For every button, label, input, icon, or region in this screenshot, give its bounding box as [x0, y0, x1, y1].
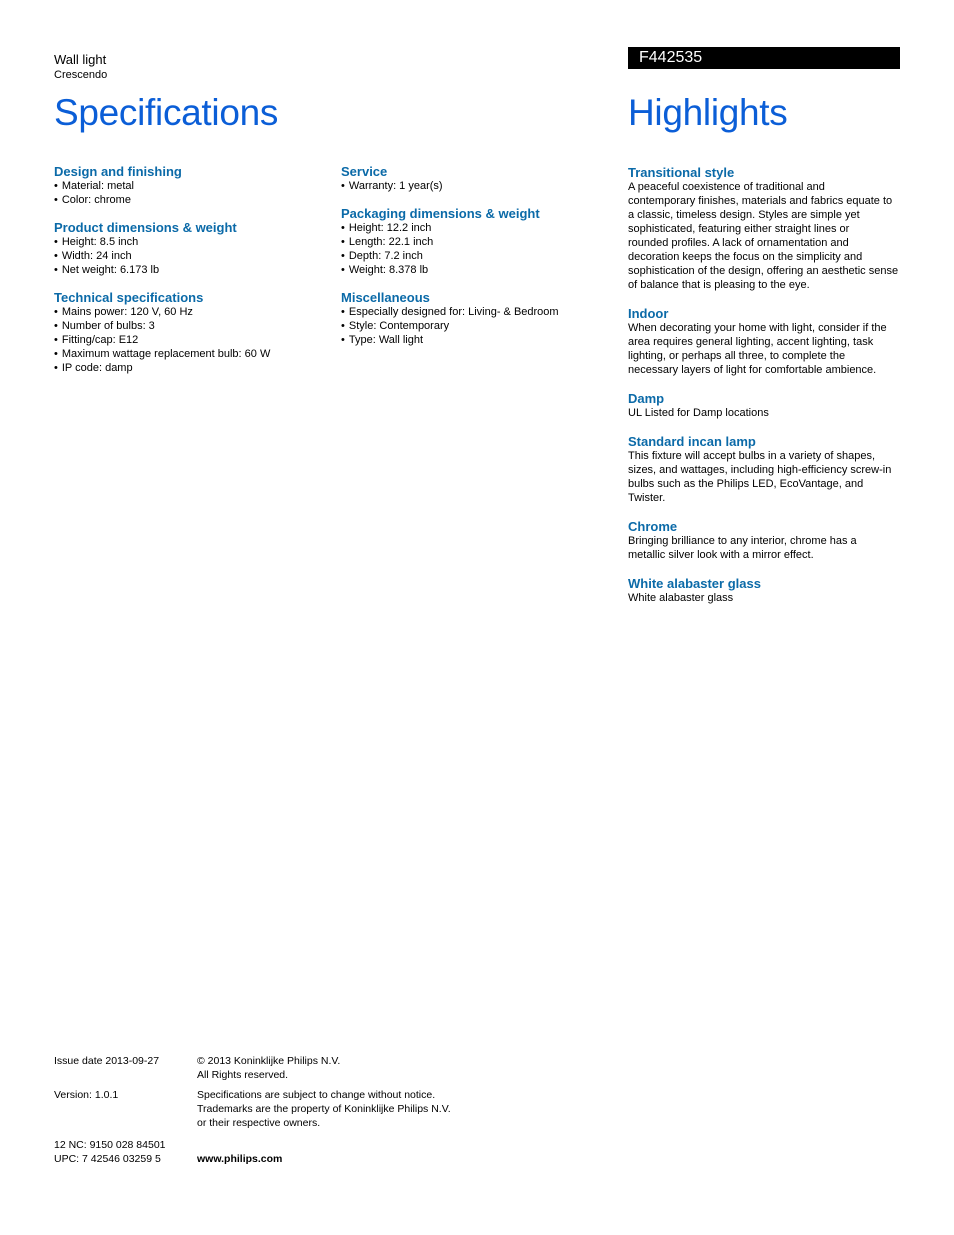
spec-item: • Material: metal [54, 179, 324, 193]
spec-item: • Width: 24 inch [54, 249, 324, 263]
product-name: Crescendo [54, 69, 108, 81]
model-number-bar: F442535 [628, 47, 900, 69]
spec-section [341, 290, 611, 347]
highlight-heading: Indoor [628, 306, 669, 321]
notice-line: or their respective owners. [197, 1117, 321, 1129]
spec-item: • Height: 12.2 inch [341, 221, 611, 235]
spec-section [54, 290, 324, 375]
spec-item: • Type: Wall light [341, 333, 611, 347]
spec-item: • Weight: 8.378 lb [341, 263, 611, 277]
text-line: area requires general lighting, accent lighting, task [628, 336, 874, 348]
text-line: When decorating your home with light, consider if the [628, 322, 887, 334]
spec-item: • Depth: 7.2 inch [341, 249, 611, 263]
highlights-title: Highlights [628, 92, 788, 133]
issue-date: Issue date 2013-09-27 [54, 1055, 160, 1067]
spec-item: • Mains power: 120 V, 60 Hz [54, 305, 324, 319]
highlight-heading: Chrome [628, 519, 678, 534]
text-line: UL Listed for Damp locations [628, 407, 769, 419]
highlight-text [628, 406, 903, 420]
upc-code: UPC: 7 42546 03259 5 [54, 1153, 161, 1165]
text-line: decoration keeps the focus on the simplicity and [628, 251, 863, 263]
spec-item: • Warranty: 1 year(s) [341, 179, 611, 193]
spec-item: • Net weight: 6.173 lb [54, 263, 324, 277]
spec-section [341, 206, 611, 277]
spec-item: • Height: 8.5 inch [54, 235, 324, 249]
text-line: sophistication of the design, offering an aesthetic sense [628, 265, 899, 277]
text-line: Twister. [628, 492, 666, 504]
text-line: sophisticated, featuring either straight lines or [628, 223, 850, 235]
spec-item: • Color: chrome [54, 193, 324, 207]
text-line: contemporary finishes, materials and fabrics equate to [628, 195, 893, 207]
text-line: sizes, and wattages, including high-efficiency screw-in [628, 464, 892, 476]
version: Version: 1.0.1 [54, 1089, 119, 1101]
highlight-section [628, 576, 903, 605]
spec-item: • Style: Contemporary [341, 319, 611, 333]
spec-section [341, 164, 611, 193]
spec-item: • Especially designed for: Living- & Bedroom [341, 305, 611, 319]
rights-reserved: All Rights reserved. [197, 1069, 289, 1081]
spec-item: • Fitting/cap: E12 [54, 333, 324, 347]
product-type: Wall light [54, 52, 107, 67]
highlight-text [628, 449, 903, 505]
text-line: necessary layers of light for comfortable ambience. [628, 364, 877, 376]
highlight-heading: Standard incan lamp [628, 434, 756, 449]
nc-code: 12 NC: 9150 028 84501 [54, 1139, 166, 1151]
highlight-text [628, 591, 903, 605]
text-line: Bringing brilliance to any interior, chrome has a [628, 535, 857, 547]
highlights-column [628, 165, 903, 619]
spec-heading: Product dimensions & weight [54, 220, 237, 235]
highlight-text [628, 534, 903, 562]
spec-item: • Number of bulbs: 3 [54, 319, 324, 333]
text-line: This fixture will accept bulbs in a variety of shapes, [628, 450, 876, 462]
spec-section [54, 220, 324, 277]
highlight-section [628, 306, 903, 377]
highlight-text [628, 321, 903, 377]
highlight-section [628, 519, 903, 562]
text-line: A peaceful coexistence of traditional and [628, 181, 825, 193]
spec-item: • Length: 22.1 inch [341, 235, 611, 249]
text-line: of balance that is pleasing to the eye. [628, 279, 810, 291]
text-line: bulbs such as the Philips LED, EcoVantage, and [628, 478, 864, 490]
spec-heading: Service [341, 164, 388, 179]
highlight-text [628, 180, 903, 292]
highlight-section [628, 165, 903, 292]
text-line: rounded profiles. A lack of ornamentation and [628, 237, 849, 249]
spec-heading: Design and finishing [54, 164, 182, 179]
copyright: © 2013 Koninklijke Philips N.V. [197, 1055, 341, 1067]
notice-line: Trademarks are the property of Koninklijke Philips N.V. [197, 1103, 451, 1115]
highlight-heading: Damp [628, 391, 665, 406]
spec-item: • IP code: damp [54, 361, 324, 375]
text-line: White alabaster glass [628, 592, 734, 604]
highlight-section [628, 391, 903, 420]
text-line: lighting, or perhaps all three, to complete the [628, 350, 846, 362]
spec-heading: Miscellaneous [341, 290, 430, 305]
notice-line: Specifications are subject to change without notice. [197, 1089, 436, 1101]
spec-heading: Packaging dimensions & weight [341, 206, 540, 221]
specs-column-2 [341, 164, 611, 360]
spec-item: • Maximum wattage replacement bulb: 60 W [54, 347, 324, 361]
text-line: metallic silver look with a mirror effect. [628, 549, 814, 561]
highlight-heading: White alabaster glass [628, 576, 761, 591]
spec-heading: Technical specifications [54, 290, 204, 305]
spec-section [54, 164, 324, 207]
text-line: a classic, timeless design. Styles are simple yet [628, 209, 860, 221]
highlight-section [628, 434, 903, 505]
specs-column-1 [54, 164, 324, 388]
website-link[interactable]: www.philips.com [197, 1153, 283, 1165]
specifications-title: Specifications [54, 92, 279, 133]
highlight-heading: Transitional style [628, 165, 735, 180]
